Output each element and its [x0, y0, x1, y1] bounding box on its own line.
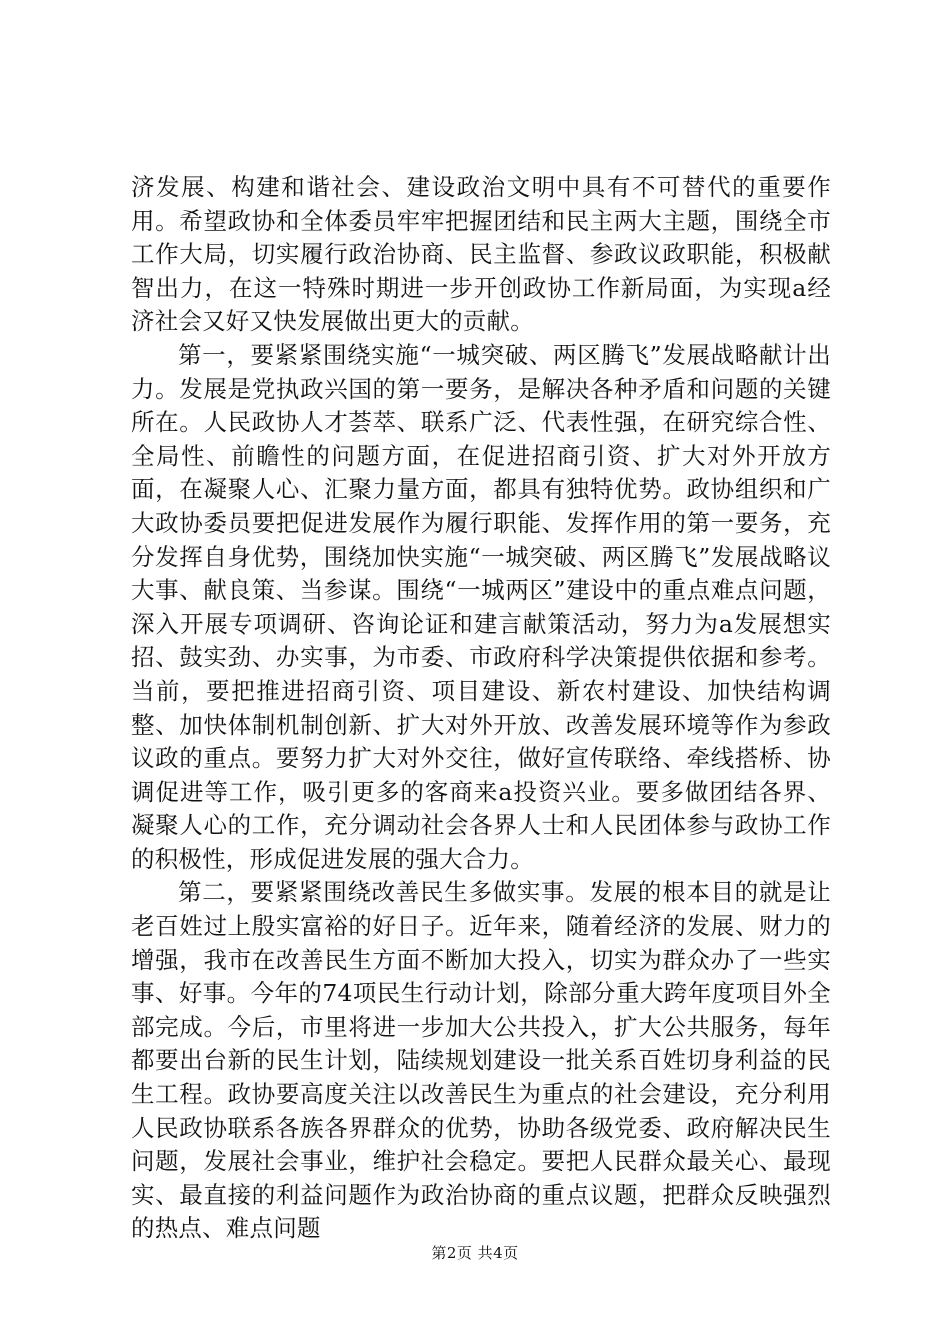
- body-text: [131, 171, 831, 1246]
- page-number-footer: 第2页 共4页: [431, 1244, 519, 1262]
- paragraph-continuation: 济发展、构建和谐社会、建设政治文明中具有不可替代的重要作用。希望政协和全体委员牢牢把握团结和民主两大主题，围绕全市工作大局，切实履行政治协商、民主监督、参政议政职能，积极献智出力，在这一特殊时期进一步开创政协工作新局面，为实现a经济社会又好又快发展做出更大的贡献。: [131, 173, 831, 336]
- paragraph-second-point: 第二，要紧紧围绕改善民生多做实事。发展的根本目的就是让老百姓过上殷实富裕的好日子。近年来，随着经济的发展、财力的增强，我市在改善民生方面不断加大投入，切实为群众办了一些实事、好事。今年的74项民生行动计划，除部分重大跨年度项目外全部完成。今后，市里将进一步加大公共投入，扩大公共服务，每年都要出台新的民生计划，陆续规划建设一批关系百姓切身利益的民生工程。政协要高度关注以改善民生为重点的社会建设，充分利用人民政协联系各族各界群众的优势，协助各级党委、政府解决民生问题，发展社会事业，维护社会稳定。要把人民群众最关心、最现实、最直接的利益问题作为政治协商的重点议题，把群众反映强烈的热点、难点问题: [131, 878, 831, 1243]
- paragraph-first-point: 第一，要紧紧围绕实施“一城突破、两区腾飞”发展战略献计出力。发展是党执政兴国的第一要务，是解决各种矛盾和问题的关键所在。人民政协人才荟萃、联系广泛、代表性强，在研究综合性、全局性、前瞻性的问题方面，在促进招商引资、扩大对外开放方面，在凝聚人心、汇聚力量方面，都具有独特优势。政协组织和广大政协委员要把促进发展作为履行职能、发挥作用的第一要务，充分发挥自身优势，围绕加快实施“一城突破、两区腾飞”发展战略议大事、献良策、当参谋。围绕“一城两区”建设中的重点难点问题，深入开展专项调研、咨询论证和建言献策活动，努力为a发展想实招、鼓实劲、办实事，为市委、市政府科学决策提供依据和参考。当前，要把推进招商引资、项目建设、新农村建设、加快结构调整、加快体制机制创新、扩大对外开放、改善发展环境等作为参政议政的重点。要努力扩大对外交往，做好宣传联络、牵线搭桥、协调促进等工作，吸引更多的客商来a投资兴业。要多做团结各界、凝聚人心的工作，充分调动社会各界人士和人民团体参与政协工作的积极性，形成促进发展的强大合力。: [131, 340, 831, 873]
